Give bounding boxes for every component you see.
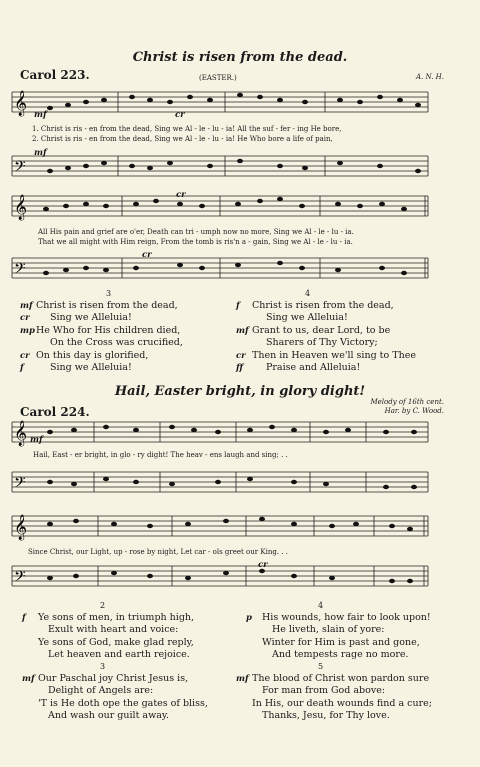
music-staff	[10, 150, 430, 182]
verse-3-text	[20, 300, 183, 374]
verse-number: 3	[106, 289, 112, 298]
verse-2-text	[22, 612, 194, 662]
verse-line-text: Delight of Angels are:	[48, 685, 154, 697]
music-staff	[10, 560, 430, 596]
dynamic-mark: f	[20, 363, 24, 374]
music-staff	[10, 88, 430, 124]
verse-number: 5	[318, 662, 324, 671]
dynamic-mark: mf	[34, 110, 47, 120]
dynamic-mark: cr	[258, 560, 268, 570]
dynamic-mark: cr	[236, 350, 246, 361]
verse-line-text: Thanks, Jesu, for Thy love.	[262, 710, 390, 722]
lyric-line: 1. Christ is ris - en from the dead, Sing we Al - le - lu - ia! All the suf - fer - ing He bore,	[32, 125, 342, 133]
carol-224-heading: Hail, Easter bright, in glory dight!	[114, 384, 366, 399]
dynamic-mark: p	[246, 613, 252, 623]
verse-line	[22, 612, 194, 624]
verse-line-text: He Who for His children died,	[36, 324, 181, 336]
verse-number: 4	[318, 601, 324, 610]
verse-line	[22, 710, 208, 722]
verse-line-text: Let heaven and earth rejoice.	[48, 649, 190, 661]
verse-4-text	[246, 612, 431, 662]
verse-line-text: Christ is risen from the dead,	[252, 300, 394, 311]
verse-line	[236, 300, 416, 312]
svg-text:𝄢: 𝄢	[14, 474, 26, 495]
verse-number: 3	[100, 662, 106, 671]
lyric-line: That we all might with Him reign, From the tomb is ris'n a - gain, Sing we Al - le - lu - ia.	[38, 238, 353, 246]
music-staff	[10, 466, 430, 502]
lyric-line: All His pain and grief are o'er, Death can tri - umph now no more, Sing we Al - le - lu - ia.	[38, 228, 354, 236]
svg-text:𝄞: 𝄞	[14, 515, 28, 540]
dynamic-mark: cr	[176, 190, 186, 200]
music-staff	[10, 418, 430, 454]
verse-line	[22, 698, 208, 710]
dynamic-mark: f	[236, 301, 240, 311]
verse-line	[22, 624, 194, 636]
svg-text:𝄞: 𝄞	[14, 91, 28, 116]
verse-line-text: He liveth, slain of yore:	[272, 624, 385, 636]
lyric-line: Hail, East - er bright, in glo - ry dight! The heav - ens laugh and sing; . .	[33, 451, 288, 459]
verse-line	[236, 312, 416, 324]
music-staff	[10, 512, 430, 548]
dynamic-mark: mp	[20, 325, 35, 336]
dynamic-mark: cr	[175, 110, 185, 120]
verse-line-text: Grant to us, dear Lord, to be	[252, 324, 391, 336]
melody-credit: Melody of 16th cent.	[370, 398, 444, 406]
verse-line-text: The blood of Christ won pardon sure	[252, 673, 430, 684]
dynamic-mark: mf	[236, 325, 249, 336]
verse-line	[246, 612, 431, 624]
carol-223-heading: Christ is risen from the dead.	[132, 50, 348, 65]
verse-line-text: Praise and Alleluia!	[266, 362, 361, 374]
verse-line	[22, 637, 194, 649]
verse-5-text	[236, 673, 432, 723]
verse-line-text: 'T is He doth ope the gates of bliss,	[38, 697, 208, 709]
verse-line-text: And wash our guilt away.	[48, 710, 169, 722]
verse-line	[20, 337, 183, 349]
svg-text:𝄞: 𝄞	[14, 195, 28, 220]
verse-line	[20, 300, 183, 312]
verse-line	[236, 325, 416, 337]
carol-224-number: Carol 224.	[20, 405, 90, 419]
verse-line-text: Sing we Alleluia!	[266, 312, 348, 324]
verse-line-text: In His, our death wounds find a cure;	[252, 697, 432, 709]
verse-line	[236, 710, 432, 722]
dynamic-mark: mf	[30, 435, 43, 445]
harmony-credit: Har. by C. Wood.	[384, 407, 444, 415]
verse-line	[236, 685, 432, 697]
dynamic-mark: f	[22, 613, 26, 623]
verse-line	[20, 312, 183, 324]
music-staff	[10, 252, 430, 288]
music-staff	[10, 192, 430, 228]
verse-4-text	[236, 300, 416, 374]
verse-line-text: Then in Heaven we'll sing to Thee	[252, 349, 416, 361]
svg-text:𝄢: 𝄢	[14, 158, 26, 179]
dynamic-mark: mf	[20, 301, 33, 311]
verse-number: 4	[305, 289, 311, 298]
verse-line-text: For man from God above:	[262, 685, 386, 697]
dynamic-mark: mf	[22, 674, 35, 684]
verse-line-text: Sharers of Thy Victory;	[266, 337, 378, 349]
verse-line-text: Our Paschal joy Christ Jesus is,	[38, 673, 189, 684]
carol-223-author: A. N. H.	[416, 73, 444, 81]
svg-text:𝄢: 𝄢	[14, 260, 26, 281]
verse-line	[20, 350, 183, 362]
verse-line	[246, 624, 431, 636]
lyric-line: Since Christ, our Light, up - rose by night, Let car - ols greet our King. . .	[28, 548, 288, 556]
verse-line-text: On the Cross was crucified,	[50, 337, 183, 349]
verse-line-text: Ye sons of God, make glad reply,	[38, 636, 194, 648]
dynamic-mark: cr	[20, 313, 30, 324]
verse-line-text: Exult with heart and voice:	[48, 624, 179, 636]
svg-text:𝄢: 𝄢	[14, 568, 26, 589]
verse-line	[236, 673, 432, 685]
verse-line-text: Christ is risen from the dead,	[36, 300, 178, 311]
dynamic-mark: cr	[142, 250, 152, 260]
verse-line	[246, 637, 431, 649]
dynamic-mark: mf	[34, 148, 47, 158]
verse-line-text: Sing we Alleluia!	[50, 362, 132, 374]
verse-line-text: His wounds, how fair to look upon!	[262, 612, 431, 623]
carol-223-subtitle: (EASTER.)	[199, 74, 237, 82]
verse-line	[20, 362, 183, 374]
verse-line	[22, 649, 194, 661]
verse-line	[246, 649, 431, 661]
verse-line-text: And tempests rage no more.	[272, 649, 409, 661]
verse-line	[22, 685, 208, 697]
dynamic-mark: mf	[236, 674, 249, 684]
lyric-line: 2. Christ is ris - en from the dead, Sing we Al - le - lu - ia! He Who bore a life of pain,	[32, 135, 333, 143]
svg-text:𝄞: 𝄞	[14, 421, 28, 446]
dynamic-mark: ff	[236, 363, 244, 374]
verse-line	[236, 698, 432, 710]
verse-line	[236, 350, 416, 362]
verse-line-text: Winter for Him is past and gone,	[262, 636, 420, 648]
verse-line	[236, 362, 416, 374]
verse-line	[20, 325, 183, 337]
carol-223-number: Carol 223.	[20, 68, 90, 82]
verse-3-text	[22, 673, 208, 723]
verse-line	[236, 337, 416, 349]
verse-line-text: Sing we Alleluia!	[50, 312, 132, 324]
verse-line-text: Ye sons of men, in triumph high,	[38, 612, 195, 623]
verse-number: 2	[100, 601, 106, 610]
dynamic-mark: cr	[20, 350, 30, 361]
verse-line	[22, 673, 208, 685]
verse-line-text: On this day is glorified,	[36, 349, 149, 361]
